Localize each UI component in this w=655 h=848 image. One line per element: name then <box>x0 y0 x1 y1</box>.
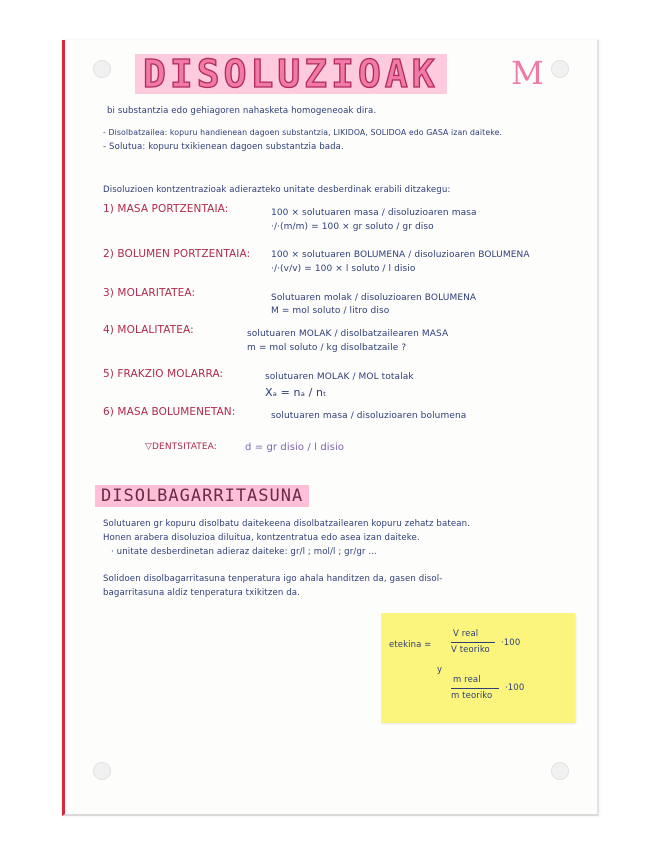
solubility-line-1: Solutuaren gr kopuru disolbatu daitekeena disolbatzailearen kopuru zehatz batean. <box>103 519 470 529</box>
page-title: DISOLUZIOAK <box>135 54 447 94</box>
concentration-intro: Disoluzioen kontzentrazioak adierazteko unitate desberdinak erabili ditzakegu: <box>103 185 451 195</box>
unit-line-b-4: m = mol soluto / kg disolbatzaile ? <box>247 343 407 353</box>
solubility-line-2: Honen arabera disoluzioa diluitua, kontzentratua edo asea izan daiteke. <box>103 533 420 543</box>
punch-hole <box>93 60 111 78</box>
yield-frac1-denominator: V teoriko <box>451 645 490 655</box>
punch-hole <box>551 60 569 78</box>
solubility-line-5: bagarritasuna aldiz tenperatura txikitzen da. <box>103 588 300 598</box>
unit-line-b-5: Xₐ = nₐ / nₜ <box>265 386 327 399</box>
unit-line-b-2: ·/·(v/v) = 100 × l soluto / l disio <box>271 264 416 274</box>
notebook-page <box>62 40 599 816</box>
yield-mult-1: ·100 <box>501 638 521 648</box>
solubility-line-3: · unitate desberdinetan adieraz daiteke: gr/l ; mol/l ; gr/gr ... <box>111 547 377 557</box>
unit-label-6: 6) MASA BOLUMENETAN: <box>103 406 236 418</box>
unit-line-a-5: solutuaren MOLAK / MOL totalak <box>265 372 414 382</box>
intro-line-3: - Solutua: kopuru txikienean dagoen substantzia bada. <box>103 142 344 152</box>
yield-frac2-numerator: m real <box>453 675 481 685</box>
intro-line-2: - Disolbatzailea: kopuru handienean dagoen substantzia, LIKIDOA, SOLIDOA edo GASA izan daiteke. <box>103 128 503 137</box>
unit-line-a-6: solutuaren masa / disoluzioaren bolumena <box>271 411 467 421</box>
yield-frac2-denominator: m teoriko <box>451 691 493 701</box>
unit-line-b-3: M = mol soluto / litro diso <box>271 306 390 316</box>
sticky-note <box>381 613 575 723</box>
yield-mult-2: ·100 <box>505 683 525 693</box>
density-formula: d = gr disio / l disio <box>245 442 345 453</box>
corner-mark: M <box>511 54 544 92</box>
unit-line-b-1: ·/·(m/m) = 100 × gr soluto / gr diso <box>271 222 434 232</box>
unit-line-a-1: 100 × solutuaren masa / disoluzioaren masa <box>271 208 477 218</box>
unit-label-2: 2) BOLUMEN PORTZENTAIA: <box>103 248 251 260</box>
unit-label-4: 4) MOLALITATEA: <box>103 324 194 336</box>
punch-hole <box>93 762 111 780</box>
density-label: ▽DENTSITATEA: <box>145 442 217 452</box>
unit-line-a-2: 100 × solutuaren BOLUMENA / disoluzioaren BOLUMENA <box>271 250 530 260</box>
intro-line-1: bi substantzia edo gehiagoren nahasketa homogeneoak dira. <box>107 106 377 116</box>
section-title-solubility: DISOLBAGARRITASUNA <box>95 485 309 507</box>
yield-label: etekina = <box>389 640 432 650</box>
yield-frac1-numerator: V real <box>453 629 479 639</box>
unit-label-1: 1) MASA PORTZENTAIA: <box>103 203 229 215</box>
unit-line-a-4: solutuaren MOLAK / disolbatzailearen MASA <box>247 329 449 339</box>
yield-or: y <box>437 665 443 675</box>
unit-label-3: 3) MOLARITATEA: <box>103 287 196 299</box>
solubility-line-4: Solidoen disolbagarritasuna tenperatura igo ahala handitzen da, gasen disol- <box>103 574 443 584</box>
unit-label-5: 5) FRAKZIO MOLARRA: <box>103 368 224 380</box>
punch-hole <box>551 762 569 780</box>
unit-line-a-3: Solutuaren molak / disoluzioaren BOLUMENA <box>271 293 477 303</box>
